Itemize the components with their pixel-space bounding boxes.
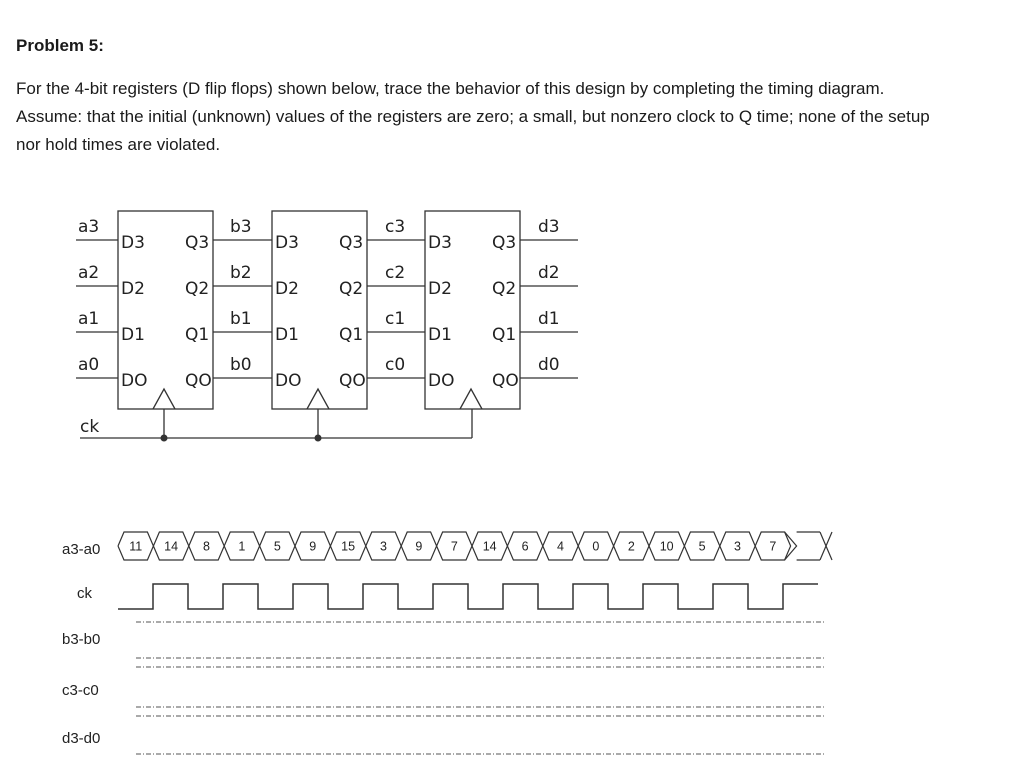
signal-label-b1: b1	[230, 309, 252, 329]
clock-input-triangle	[307, 389, 329, 409]
pin-q3: Q3	[492, 233, 517, 253]
timing-label-d3-d0: d3-d0	[62, 730, 101, 747]
bus-value: 3	[734, 539, 741, 554]
pin-d0: DO	[428, 371, 455, 391]
pin-q0: QO	[185, 371, 212, 391]
junction-dot	[315, 435, 322, 442]
pin-q1: Q1	[339, 325, 364, 345]
bus-value: 14	[482, 539, 497, 554]
bus-value: 1	[238, 539, 246, 554]
problem-title: Problem 5:	[16, 36, 104, 55]
pin-d3: D3	[428, 233, 452, 253]
pin-q2: Q2	[339, 279, 364, 299]
pin-d0: DO	[275, 371, 302, 391]
pin-d0: DO	[121, 371, 148, 391]
pin-d1: D1	[275, 325, 299, 345]
bus-value: 2	[627, 539, 635, 554]
timing-label-ck: ck	[77, 585, 92, 602]
problem-description-line: Assume: that the initial (unknown) values of the registers are zero; a small, but nonzero clock to Q time; none of the setup	[16, 107, 930, 126]
bus-value: 8	[203, 539, 210, 554]
pin-d2: D2	[121, 279, 145, 299]
bus-value: 11	[129, 539, 143, 554]
input-label-a2: a2	[78, 263, 100, 283]
bus-value: 6	[521, 539, 529, 554]
pin-d3: D3	[275, 233, 299, 253]
bus-value: 7	[769, 539, 777, 554]
bus-value: 9	[309, 539, 317, 554]
signal-label-d2: d2	[538, 263, 560, 283]
bus-value: 9	[415, 539, 423, 554]
signal-label-c0: c0	[385, 355, 406, 375]
pin-d3: D3	[121, 233, 145, 253]
bus-value: 3	[380, 539, 387, 554]
bus-value: 15	[341, 539, 356, 554]
timing-label-c3-c0: c3-c0	[62, 682, 99, 699]
input-label-a0: a0	[78, 355, 100, 375]
signal-label-b0: b0	[230, 355, 252, 375]
pin-d2: D2	[275, 279, 299, 299]
pin-q3: Q3	[185, 233, 210, 253]
bus-value: 4	[557, 539, 564, 554]
bus-value: 10	[659, 539, 674, 554]
signal-label-d3: d3	[538, 217, 560, 237]
pin-q0: QO	[339, 371, 366, 391]
clock-label: ck	[80, 417, 100, 437]
pin-q1: Q1	[185, 325, 210, 345]
bus-value: 14	[164, 539, 179, 554]
pin-q2: Q2	[492, 279, 517, 299]
input-label-a3: a3	[78, 217, 100, 237]
junction-dot	[161, 435, 168, 442]
clock-input-triangle	[460, 389, 482, 409]
answer-rows	[136, 622, 826, 754]
pin-q1: Q1	[492, 325, 517, 345]
signal-label-b2: b2	[230, 263, 252, 283]
timing-label-a3-a0: a3-a0	[62, 541, 101, 558]
timing-label-b3-b0: b3-b0	[62, 631, 101, 648]
signal-label-c1: c1	[385, 309, 406, 329]
pin-q0: QO	[492, 371, 519, 391]
clock-signal	[118, 584, 818, 609]
bus-waveform	[118, 532, 832, 560]
bus-value: 5	[698, 539, 706, 554]
signal-label-b3: b3	[230, 217, 252, 237]
input-label-a1: a1	[78, 309, 100, 329]
bus-value: 0	[592, 539, 600, 554]
pin-q2: Q2	[185, 279, 210, 299]
signal-label-d1: d1	[538, 309, 560, 329]
signal-label-c2: c2	[385, 263, 406, 283]
clock-waveform	[118, 584, 818, 609]
pin-d1: D1	[428, 325, 452, 345]
signal-label-d0: d0	[538, 355, 560, 375]
bus-value: 7	[450, 539, 458, 554]
pin-d2: D2	[428, 279, 452, 299]
problem-description-line: nor hold times are violated.	[16, 135, 221, 154]
clock-input-triangle	[153, 389, 175, 409]
pin-d1: D1	[121, 325, 145, 345]
bus-value: 5	[273, 539, 281, 554]
pin-q3: Q3	[339, 233, 364, 253]
signal-label-c3: c3	[385, 217, 406, 237]
problem-description-line: For the 4-bit registers (D flip flops) shown below, trace the behavior of this design by completing the timing diagram.	[16, 79, 885, 98]
